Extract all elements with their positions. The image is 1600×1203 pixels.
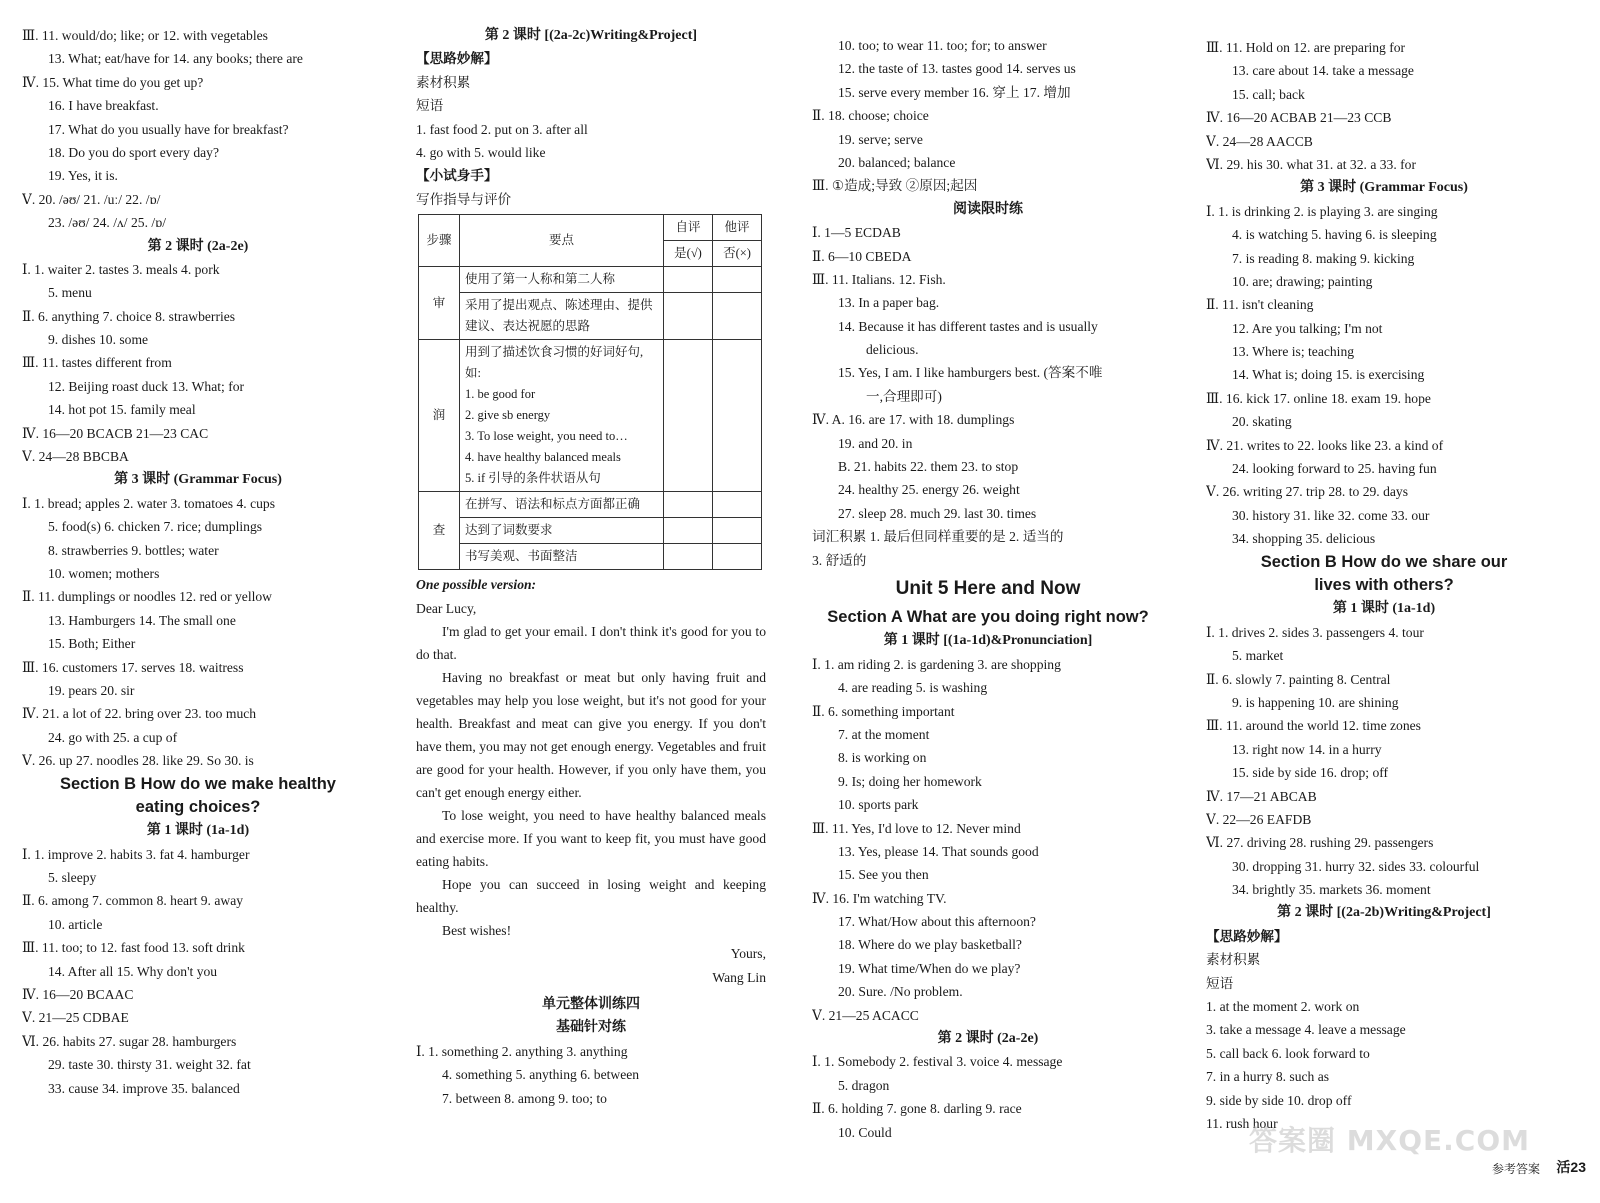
answer-line: 27. sleep 28. much 29. last 30. times — [838, 505, 1037, 521]
answer-line: 20. skating — [1232, 414, 1292, 430]
answer-line: 素材积累 — [416, 74, 471, 90]
answer-line: 7. is reading 8. making 9. kicking — [1232, 250, 1415, 266]
answer-line: 15. serve every member 16. 穿上 17. 增加 — [838, 84, 1071, 100]
answer-line: Ⅲ. 16. kick 17. online 18. exam 19. hope — [1206, 390, 1431, 406]
answer-line: 第 2 课时 (2a-2e) — [937, 1031, 1039, 1047]
answer-line: 5. menu — [48, 285, 92, 301]
page-number: 活23 — [1556, 1159, 1586, 1175]
answer-line: 10. article — [48, 916, 103, 932]
answer-line: 基础针对练 — [556, 1020, 626, 1036]
answer-line: Ⅰ. 1. improve 2. habits 3. fat 4. hamburger — [22, 846, 250, 862]
table-row — [419, 544, 762, 570]
table-row — [419, 518, 762, 544]
answer-line: 第 2 课时 (2a-2e) — [147, 238, 249, 254]
answer-line: Ⅰ. 1. Somebody 2. festival 3. voice 4. message — [812, 1054, 1063, 1070]
answer-line: 12. Beijing roast duck 13. What; for — [48, 378, 245, 394]
answer-line: 24. healthy 25. energy 26. weight — [838, 482, 1020, 498]
answer-line: 4. are reading 5. is washing — [838, 680, 988, 696]
answer-line: 词汇积累 1. 最后但同样重要的是 2. 适当的 — [812, 529, 1064, 545]
answer-line: Section B How do we share our — [1260, 552, 1508, 571]
unit-training-section — [416, 993, 766, 1110]
answer-line: 第 1 课时 (1a-1d) — [1332, 601, 1436, 617]
answer-line: Ⅳ. 17—21 ABCAB — [1206, 788, 1317, 804]
answer-line: Ⅳ. 16—20 BCACB 21—23 CAC — [22, 425, 209, 441]
answer-line: 8. strawberries 9. bottles; water — [48, 542, 219, 558]
answer-line: 13. right now 14. in a hurry — [1232, 741, 1382, 757]
table-header-yes: 是(√) — [664, 241, 713, 267]
answer-line: Ⅴ. 20. /əʊ/ 21. /uː/ 22. /ɒ/ — [22, 191, 161, 207]
table-cell: 书写美观、书面整洁 — [460, 544, 664, 570]
letter-label: One possible version: — [416, 577, 537, 593]
answer-line: Ⅵ. 26. habits 27. sugar 28. hamburgers — [22, 1033, 237, 1049]
answer-line: Section B How do we make healthy — [60, 774, 336, 793]
table-cell-line: 5. if 引导的条件状语从句 — [465, 471, 601, 486]
answer-line: 8. is working on — [838, 750, 927, 766]
answer-line: 13. In a paper bag. — [838, 295, 940, 311]
answer-line: Ⅰ. 1. waiter 2. tastes 3. meals 4. pork — [22, 261, 220, 277]
table-row — [419, 340, 762, 492]
answer-line: 13. What; eat/have for 14. any books; there are — [48, 51, 303, 67]
answer-line: 【小试身手】 — [416, 168, 498, 184]
answer-line: 30. dropping 31. hurry 32. sides 33. colourful — [1232, 858, 1480, 874]
answer-line: 20. Sure. /No problem. — [838, 984, 963, 1000]
answer-line: Ⅴ. 26. writing 27. trip 28. to 29. days — [1206, 484, 1409, 500]
answer-line: Ⅱ. 11. isn't cleaning — [1206, 297, 1314, 313]
answer-line: 写作指导与评价 — [416, 191, 512, 207]
answer-line: Ⅳ. 16. I'm watching TV. — [812, 890, 947, 906]
answer-line: 12. Are you talking; I'm not — [1232, 320, 1383, 336]
answer-line: lives with others? — [1314, 575, 1454, 594]
answer-line: Ⅳ. 21. writes to 22. looks like 23. a kind of — [1206, 437, 1444, 453]
answer-line: Unit 5 Here and Now — [895, 577, 1081, 599]
answer-line: 23. /əʊ/ 24. /ʌ/ 25. /ɒ/ — [48, 215, 167, 231]
answer-line: 10. Could — [838, 1124, 892, 1140]
answer-line: 10. sports park — [838, 797, 919, 813]
table-cell: 在拼写、语法和标点方面都正确 — [460, 492, 664, 518]
answer-line: 34. brightly 35. markets 36. moment — [1232, 882, 1431, 898]
answer-line: Ⅴ. 21—25 ACACC — [812, 1007, 919, 1023]
answer-line: 7. in a hurry 8. such as — [1206, 1069, 1330, 1085]
answer-line: Ⅱ. 11. dumplings or noodles 12. red or yellow — [22, 589, 272, 605]
answer-line: Ⅲ. 11. would/do; like; or 12. with vegetables — [22, 28, 268, 43]
table-header-no: 否(×) — [713, 241, 762, 267]
answer-line: 19. What time/When do we play? — [838, 960, 1021, 976]
answer-line: 7. between 8. among 9. too; to — [442, 1090, 607, 1106]
answer-line: 18. Where do we play basketball? — [838, 937, 1022, 953]
answer-line: 3. take a message 4. leave a message — [1206, 1022, 1406, 1038]
answer-line: Ⅴ. 21—25 CDBAE — [22, 1010, 129, 1026]
answer-line: 15. See you then — [838, 867, 929, 883]
answer-line: 19. serve; serve — [838, 131, 923, 147]
answer-line: Ⅲ. 11. tastes different from — [22, 355, 172, 371]
table-cell-line: 用到了描述饮食习惯的好词好句,如: — [465, 345, 644, 381]
table-row — [419, 293, 762, 340]
answer-line: 19. and 20. in — [838, 435, 913, 451]
table-cell-line: 1. be good for — [465, 387, 536, 402]
answer-line: Section A What are you doing right now? — [827, 607, 1149, 626]
answer-line: 第 3 课时 (Grammar Focus) — [114, 472, 282, 488]
answer-line: 13. Hamburgers 14. The small one — [48, 612, 236, 628]
answer-line: Ⅲ. 11. Hold on 12. are preparing for — [1206, 40, 1406, 55]
answer-line: 13. Yes, please 14. That sounds good — [838, 843, 1039, 859]
letter-closing: Best wishes! — [442, 922, 512, 938]
answer-line: Ⅴ. 26. up 27. noodles 28. like 29. So 30. is — [22, 753, 254, 769]
answer-line: B. 21. habits 22. them 23. to stop — [838, 459, 1019, 475]
answer-line: 24. go with 25. a cup of — [48, 729, 178, 745]
answer-line: 第 1 课时 (1a-1d) — [146, 823, 250, 839]
table-cell: 使用了第一人称和第二人称 — [460, 267, 664, 293]
answer-line: 19. Yes, it is. — [48, 168, 118, 184]
letter-signature: Wang Lin — [712, 969, 766, 985]
answer-line: 短语 — [1206, 975, 1234, 991]
answer-line: 4. go with 5. would like — [416, 144, 546, 160]
answer-line: 17. What do you usually have for breakfast? — [48, 121, 289, 137]
answer-line: eating choices? — [135, 797, 261, 816]
answer-line: Ⅱ. 6. holding 7. gone 8. darling 9. race — [812, 1101, 1022, 1117]
answer-line: 15. side by side 16. drop; off — [1232, 765, 1389, 781]
answer-line: 9. is happening 10. are shining — [1232, 694, 1399, 710]
answer-line: 13. care about 14. take a message — [1232, 63, 1414, 79]
answer-line: 5. dragon — [838, 1077, 890, 1093]
answer-line: Ⅵ. 27. driving 28. rushing 29. passengers — [1206, 835, 1434, 851]
table-header-step: 步骤 — [419, 215, 460, 267]
table-cell: 采用了提出观点、陈述理由、提供建议、表达祝愿的思路 — [460, 293, 664, 340]
answer-line: Ⅳ. 16—20 ACBAB 21—23 CCB — [1206, 110, 1392, 126]
answer-line: 5. food(s) 6. chicken 7. rice; dumplings — [48, 519, 263, 535]
answer-line: 第 1 课时 [(1a-1d)&Pronunciation] — [883, 633, 1093, 649]
writing-section — [416, 24, 766, 211]
answer-line: 17. What/How about this afternoon? — [838, 914, 1036, 930]
answer-line: 15. call; back — [1232, 86, 1305, 102]
answer-line: Ⅰ. 1. something 2. anything 3. anything — [416, 1043, 628, 1059]
answer-line: 20. balanced; balance — [838, 154, 956, 170]
answer-line: 第 2 课时 [(2a-2c)Writing&Project] — [484, 28, 698, 43]
letter-paragraph: Hope you can succeed in losing weight and keeping healthy. — [416, 876, 766, 915]
table-step-1: 审 — [419, 267, 460, 340]
answer-line: Ⅱ. 6. among 7. common 8. heart 9. away — [22, 893, 244, 909]
answer-line: 一,合理即可) — [866, 388, 942, 404]
table-row — [419, 267, 762, 293]
answer-line: 【思路妙解】 — [416, 51, 498, 67]
answer-line: 阅读限时练 — [953, 201, 1023, 217]
column-3 — [812, 34, 1164, 1144]
answer-line: 5. sleepy — [48, 870, 97, 886]
table-cell: 达到了词数要求 — [460, 518, 664, 544]
answer-line: Ⅳ. 15. What time do you get up? — [22, 74, 204, 90]
table-header-other: 他评 — [713, 215, 762, 241]
answer-line: Ⅰ. 1—5 ECDAB — [812, 225, 901, 241]
answer-line: 19. pears 20. sir — [48, 682, 135, 698]
answer-line: 14. hot pot 15. family meal — [48, 402, 196, 418]
column-4 — [1206, 36, 1562, 1135]
letter-paragraph: To lose weight, you need to have healthy balanced meals and exercise more. If you want to keep fit, you must have good eating habits. — [416, 807, 766, 869]
answer-line: 1. fast food 2. put on 3. after all — [416, 121, 588, 137]
writing-evaluation-table — [418, 214, 762, 570]
table-row — [419, 492, 762, 518]
answer-line: 15. Yes, I am. I like hamburgers best. (答案不唯 — [838, 365, 1103, 381]
answer-line: 11. rush hour — [1206, 1115, 1278, 1131]
answer-line: 单元整体训练四 — [542, 997, 640, 1013]
answer-line: 13. Where is; teaching — [1232, 344, 1355, 360]
answer-line: Ⅳ. 21. a lot of 22. bring over 23. too much — [22, 706, 257, 722]
answer-line: 9. dishes 10. some — [48, 332, 149, 348]
answer-line: Ⅰ. 1. drives 2. sides 3. passengers 4. tour — [1206, 624, 1424, 640]
answer-line: Ⅲ. 16. customers 17. serves 18. waitress — [22, 659, 244, 675]
answer-line: Ⅴ. 24—28 BBCBA — [22, 449, 129, 465]
answer-line: Ⅰ. 1. is drinking 2. is playing 3. are singing — [1206, 203, 1438, 219]
answer-line: 1. at the moment 2. work on — [1206, 999, 1360, 1015]
answer-line: 10. are; drawing; painting — [1232, 273, 1373, 289]
answer-line: 14. Because it has different tastes and is usually — [838, 318, 1098, 334]
answer-line: 14. After all 15. Why don't you — [48, 963, 218, 979]
answer-line: Ⅴ. 22—26 EAFDB — [1206, 811, 1312, 827]
answer-line: 18. Do you do sport every day? — [48, 144, 220, 160]
answer-line: delicious. — [866, 342, 919, 358]
answer-line: Ⅱ. 6. something important — [812, 703, 955, 719]
answer-line: Ⅱ. 18. choose; choice — [812, 108, 929, 124]
letter-paragraph: Having no breakfast or meat but only having fruit and vegetables may help you lose weight, but it's not good for your health. Breakfast and meat can give you energy. If you don't have them, you may not get enough energy. Vegetables and fruit are good for your health. However, if you only have them, you can't get enough energy either. — [416, 669, 766, 800]
table-cell-line: 3. To lose weight, you need to… — [465, 429, 628, 444]
answer-line: Ⅴ. 24—28 AACCB — [1206, 133, 1313, 149]
answer-line: 【思路妙解】 — [1206, 928, 1288, 944]
answer-line: 5. market — [1232, 648, 1284, 664]
answer-line: 30. history 31. like 32. come 33. our — [1232, 507, 1430, 523]
answer-line: 4. is watching 5. having 6. is sleeping — [1232, 227, 1437, 243]
table-cell — [460, 340, 664, 492]
answer-line: 14. What is; doing 15. is exercising — [1232, 367, 1425, 383]
answer-line: Ⅱ. 6. slowly 7. painting 8. Central — [1206, 671, 1391, 687]
answer-line: 9. Is; doing her homework — [838, 773, 982, 789]
sample-letter — [416, 573, 766, 989]
table-header-self: 自评 — [664, 215, 713, 241]
answer-line: Ⅳ. 16—20 BCAAC — [22, 987, 134, 1003]
answer-line: Ⅰ. 1. am riding 2. is gardening 3. are shopping — [812, 656, 1061, 672]
answer-line: Ⅲ. 11. Yes, I'd love to 12. Never mind — [812, 820, 1021, 836]
table-header-row — [419, 215, 762, 241]
answer-line: 33. cause 34. improve 35. balanced — [48, 1080, 240, 1096]
watermark: 答案圈 MXQE.COM — [1249, 1124, 1530, 1157]
answer-line: 10. too; to wear 11. too; for; to answer — [838, 38, 1047, 53]
answer-line: 4. something 5. anything 6. between — [442, 1067, 640, 1083]
letter-paragraph: I'm glad to get your email. I don't think it's good for you to do that. — [416, 623, 766, 662]
answer-line: 短语 — [416, 98, 444, 114]
letter-yours: Yours, — [730, 946, 766, 962]
answer-line: 9. side by side 10. drop off — [1206, 1092, 1352, 1108]
table-header-point: 要点 — [460, 215, 664, 267]
column-1 — [22, 24, 374, 1100]
footer-label: 参考答案 — [1491, 1162, 1540, 1176]
answer-line: Ⅲ. 11. too; to 12. fast food 13. soft drink — [22, 940, 245, 956]
table-cell-line: 2. give sb energy — [465, 408, 551, 423]
answer-line: 10. women; mothers — [48, 565, 160, 581]
answer-line: 5. call back 6. look forward to — [1206, 1045, 1370, 1061]
answer-line: Ⅱ. 6—10 CBEDA — [812, 248, 912, 264]
answer-line: 34. shopping 35. delicious — [1232, 531, 1376, 547]
answer-line: Ⅲ. 11. around the world 12. time zones — [1206, 718, 1421, 734]
answer-line: 15. Both; Either — [48, 636, 136, 652]
answer-line: Ⅲ. ①造成;导致 ②原因;起因 — [812, 178, 978, 194]
letter-greeting: Dear Lucy, — [416, 600, 477, 616]
answer-line: Ⅲ. 11. Italians. 12. Fish. — [812, 271, 946, 287]
answer-line: 第 2 课时 [(2a-2b)Writing&Project] — [1277, 905, 1491, 921]
answer-line: 3. 舒适的 — [812, 552, 867, 568]
answer-line: 素材积累 — [1206, 952, 1261, 968]
answer-line: Ⅳ. A. 16. are 17. with 18. dumplings — [812, 412, 1015, 428]
answer-line: 29. taste 30. thirsty 31. weight 32. fat — [48, 1057, 251, 1073]
answer-line: Ⅰ. 1. bread; apples 2. water 3. tomatoes 4. cups — [22, 495, 276, 511]
answer-line: 7. at the moment — [838, 726, 930, 742]
answer-line: Ⅵ. 29. his 30. what 31. at 32. a 33. for — [1206, 156, 1416, 172]
answer-line: 12. the taste of 13. tastes good 14. serves us — [838, 61, 1076, 77]
column-2 — [416, 24, 766, 1110]
answer-line: 第 3 课时 (Grammar Focus) — [1300, 180, 1468, 196]
answer-line: 24. looking forward to 25. having fun — [1232, 461, 1437, 477]
table-cell-line: 4. have healthy balanced meals — [465, 450, 621, 465]
answer-line: Ⅱ. 6. anything 7. choice 8. strawberries — [22, 308, 236, 324]
table-step-2: 润 — [419, 340, 460, 492]
answer-line: 16. I have breakfast. — [48, 98, 159, 114]
table-step-3: 查 — [419, 492, 460, 570]
